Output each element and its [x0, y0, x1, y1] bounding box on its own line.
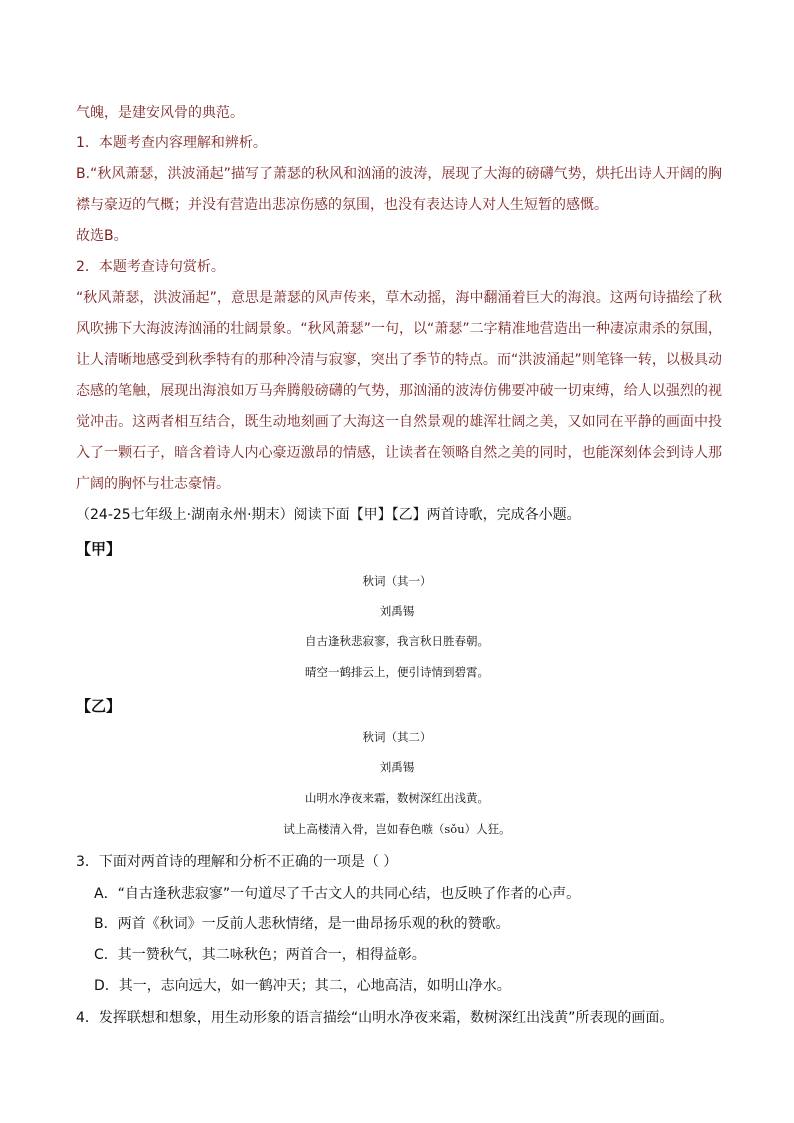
- poem-a-line: 自古逢秋悲寂寥，我言秋日胜春朝。: [305, 634, 489, 648]
- poem-b-author: 刘禹锡: [379, 760, 415, 774]
- q2-analysis-line: 态感的笔触，展现出海浪如万马奔腾般磅礴的气势，那汹涌的波涛仿佛要冲破一切束缚，给人以强烈的视: [76, 383, 722, 399]
- q3-option-b: B．两首《秋词》一反前人悲秋情绪，是一曲昂扬乐观的秋的赞歌。: [94, 916, 510, 932]
- q2-analysis-heading: 2．本题考查诗句赏析。: [76, 259, 225, 275]
- q1-analysis-line: 襟与豪迈的气概；并没有营造出悲凉伤感的氛围，也没有表达诗人对人生短暂的感慨。: [76, 197, 608, 213]
- q1-analysis-heading: 1．本题考查内容理解和辨析。: [76, 135, 267, 151]
- q2-analysis-line: 广阔的胸怀与壮志豪情。: [76, 476, 230, 492]
- poem-b-line: 试上高楼清入骨，岂如春色嗾（sǒu）人狂。: [283, 822, 511, 836]
- poem-b-label: 【乙】: [76, 697, 122, 715]
- q2-analysis-line: “秋风萧瑟，洪波涌起”，意思是萧瑟的风声传来，草木动摇，海中翻涌着巨大的海浪。这两句诗描绘了秋: [76, 290, 722, 306]
- poem-a-title: 秋词（其一）: [362, 574, 432, 588]
- poem-b-line: 山明水净夜来霜，数树深红出浅黄。: [305, 791, 489, 805]
- poem-b-title: 秋词（其二）: [362, 730, 432, 744]
- q2-analysis-line: 入了一颗石子，暗含着诗人内心豪迈激昂的情感，让读者在领略自然之美的同时，也能深刻体会到诗人那: [76, 445, 722, 461]
- poem-a-author: 刘禹锡: [379, 604, 415, 618]
- q2-analysis-line: 觉冲击。这两者相互结合，既生动地刻画了大海这一自然景观的雄浑壮阔之美，又如同在平静的画面中投: [76, 414, 722, 430]
- q1-answer-conclusion: 故选B。: [76, 228, 128, 244]
- q2-analysis-line: 让人清晰地感受到秋季特有的那种冷清与寂寥，突出了季节的特点。而“洪波涌起”则笔锋一转，以极具动: [76, 352, 722, 368]
- continued-answer-line: 气魄，是建安风骨的典范。: [76, 105, 244, 121]
- q3-option-a: A．“自古逢秋悲寂寥”一句道尽了千古文人的共同心结，也反映了作者的心声。: [94, 886, 581, 902]
- poem-a-label: 【甲】: [76, 540, 122, 558]
- q1-analysis-line: B.“秋风萧瑟，洪波涌起”描写了萧瑟的秋风和汹涌的波涛，展现了大海的磅礴气势，烘托出诗人开阔的胸: [76, 166, 722, 182]
- question-intro: （24-25七年级上·湖南永州·期末）阅读下面【甲】【乙】两首诗歌，完成各小题。: [76, 507, 581, 523]
- q3-stem: 3．下面对两首诗的理解和分析不正确的一项是（ ）: [76, 854, 398, 870]
- q3-option-d: D．其一，志向远大，如一鹤冲天；其二，心地高洁，如明山净水。: [94, 978, 511, 994]
- q2-analysis-line: 风吹拂下大海波涛汹涌的壮阔景象。“秋风萧瑟”一句，以“萧瑟”二字精准地营造出一种凄凉肃杀的氛围，: [76, 321, 722, 337]
- q4-stem: 4．发挥联想和想象，用生动形象的语言描绘“山明水净夜来霜，数树深红出浅黄”所表现的画面。: [76, 1010, 674, 1026]
- q3-option-c: C．其一赞秋气，其二咏秋色；两首合一，相得益彰。: [94, 947, 426, 963]
- poem-a-line: 晴空一鹤排云上，便引诗情到碧霄。: [305, 665, 489, 679]
